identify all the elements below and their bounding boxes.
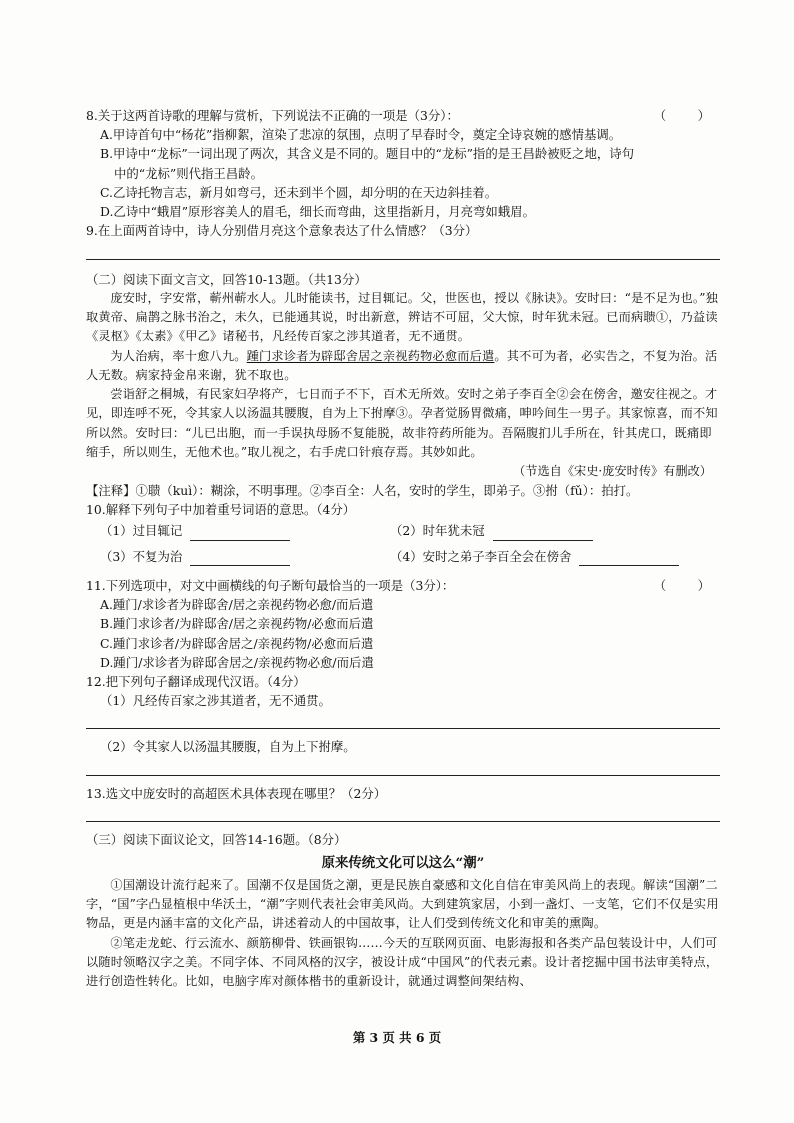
passage-paragraph-2: [86, 347, 720, 386]
q10-blank-4[interactable]: [579, 553, 679, 566]
section-2-header: （二）阅读下面文言文，回答10-13题。（共13分）: [86, 271, 367, 287]
question-11: [86, 576, 720, 672]
passage-paragraph-1: 庞安时，字安常，蕲州蕲水人。儿时能读书，过目辄记。父，世医也，授以《脉诀》。安时曰：“是不足为也。”独取黄帝、扁鹊之脉书治之，未久，已能通其说，时出新意，辨诘不可屈，父大惊，时年犹未冠。已而病聩①，乃益读《灵枢》《太素》《甲乙》诸秘书，凡经传百家之涉其道者，无不通贯。: [86, 290, 719, 344]
q10-blank-2[interactable]: [493, 528, 593, 541]
q10-row-1: [86, 521, 720, 540]
question-9: [86, 221, 720, 259]
question-10-stem: 10.解释下列句子中加着重号词语的意思。（4分）: [86, 502, 356, 518]
option-8b-cont: 中的“龙标”则代指王昌龄。: [114, 165, 263, 181]
answer-line-12-1[interactable]: [86, 716, 720, 729]
question-11-stem: 11.下列选项中，对文中画横线的句子断句最恰当的一项是（3分）：: [86, 577, 455, 593]
section-argumentative: [86, 830, 720, 992]
q12-item-1: （1）凡经传百家之涉其道者，无不通贯。: [100, 693, 331, 709]
section-classical-chinese: [86, 270, 720, 501]
question-10: [86, 500, 720, 566]
question-13-stem: 13.选文中庞安时的高超医术具体表现在哪里？（2分）: [86, 785, 387, 801]
essay-paragraph-1: ①国潮设计流行起来了。国潮不仅是国货之潮，更是民族自豪感和文化自信在审美风尚上的表现。解读“国潮”二字，“国”字凸显植根中华沃土，“潮”字则代表社会审美风尚。大到建筑家居，小到一盏灯、一支笔，它们不仅是实用物品，更是内涵丰富的文化产品，讲述着动人的中国故事，让人们受到传统文化和审美的熏陶。: [86, 877, 719, 931]
q10-item-2: （2）时年犹未冠: [390, 523, 485, 539]
answer-paren-11: （ ）: [653, 577, 710, 593]
q10-item-3: （3）不复为治: [100, 548, 183, 564]
passage-notes: 【注释】①聩（kuì）：糊涂，不明事理。②李百全：人名，安时的学生，即弟子。③拊（fǔ）：拍打。: [86, 483, 639, 499]
q10-blank-1[interactable]: [190, 528, 290, 541]
q10-item-1: （1）过目辄记: [100, 523, 183, 539]
question-13: [86, 784, 720, 822]
passage-paragraph-3: 尝诣舒之桐城，有民家妇孕将产，七日而子不下，百术无所效。安时之弟子李百全②会在傍舍，邀安往视之。才见，即连呼不死，令其家人以汤温其腰腹，自为上下拊摩③。孕者觉肠胃微痛，呻吟间生一男子。其家惊喜，而不知所以然。安时曰：“儿已出胞，而一手误执母肠不复能脱，故非符药所能为。吾隔腹扪儿手所在，针其虎口，既痛即缩手，所以则生，无他术也。”取儿视之，右手虎口针痕存焉。其妙如此。: [86, 387, 718, 459]
option-8a: A.甲诗首句中“杨花”指柳絮，渲染了悲凉的氛围，点明了早春时令，奠定全诗哀婉的感情基调。: [100, 127, 622, 143]
question-9-stem: 9.在上面两首诗中，诗人分别借月亮这个意象表达了什么情感？（3分）: [86, 223, 478, 239]
essay-title: 原来传统文化可以这么“潮”: [321, 855, 485, 872]
passage-paragraph-2-start: 为人治病，率十愈八九。: [110, 348, 247, 363]
option-11c: C.踵门求诊者/为辟邸舍居之/亲视药物/必愈而后遣: [100, 635, 374, 651]
section-3-header: （三）阅读下面议论文，回答14-16题。（8分）: [86, 831, 347, 847]
answer-line-13[interactable]: [86, 809, 720, 822]
question-8: [86, 106, 720, 221]
q12-item-2: （2）令其家人以汤温其腰腹，自为上下拊摩。: [100, 739, 356, 755]
q10-row-2: [86, 547, 720, 566]
underlined-sentence: 踵门求诊者为辟邸舍居之亲视药物必愈而后遣: [246, 348, 495, 363]
passage-paragraph-2-end: 。其不可为者，必实告之，不复为治。活人无数。病家持金帛来谢，犹不取也。: [86, 348, 718, 382]
option-8b: B.甲诗中“龙标”一词出现了两次，其含义是不同的。题目中的“龙标”指的是王昌龄被贬之地，诗句: [100, 146, 635, 162]
answer-paren-8: （ ）: [653, 108, 710, 123]
option-11a: A.踵门/求诊者为辟邸舍/居之亲视药物必愈/而后遣: [100, 597, 374, 613]
option-11d: D.踵门/求诊者为辟邸舍居之/亲视药物必愈/而后遣: [100, 654, 374, 670]
page-footer: 第 3 页 共 6 页: [352, 1030, 442, 1045]
essay-paragraph-2: ②笔走龙蛇、行云流水、颜筋柳骨、铁画银钩……今天的互联网页面、电影海报和各类产品包装设计中，人们可以随时领略汉字之美。不同字体、不同风格的汉字，被设计成“中国风”的代表元素。设计者挖掘中国书法审美特点，进行创造性转化。比如，电脑字库对颜体楷书的重新设计，就通过调整间架结构、: [86, 935, 719, 989]
question-12: [86, 672, 720, 776]
q10-item-4: （4）安时之弟子李百全会在傍舍: [390, 548, 572, 564]
question-8-stem: 8.关于这两首诗歌的理解与赏析，下列说法不正确的一项是（3分）：: [86, 108, 459, 123]
answer-line-9[interactable]: [86, 247, 720, 260]
option-8c: C.乙诗托物言志，新月如弯弓，还未到半个圆，却分明的在天边斜挂着。: [100, 184, 498, 200]
option-11b: B.踵门求诊者/为辟邸舍/居之亲视药物/必愈而后遣: [100, 616, 374, 632]
option-8d: D.乙诗中“蛾眉”原形容美人的眉毛，细长而弯曲，这里指新月，月亮弯如蛾眉。: [100, 204, 535, 220]
answer-line-12-2[interactable]: [86, 763, 720, 776]
question-12-stem: 12.把下列句子翻译成现代汉语。（4分）: [86, 674, 306, 690]
q10-blank-3[interactable]: [190, 553, 290, 566]
passage-source: （节选自《宋史·庞安时传》有删改）: [513, 464, 712, 479]
